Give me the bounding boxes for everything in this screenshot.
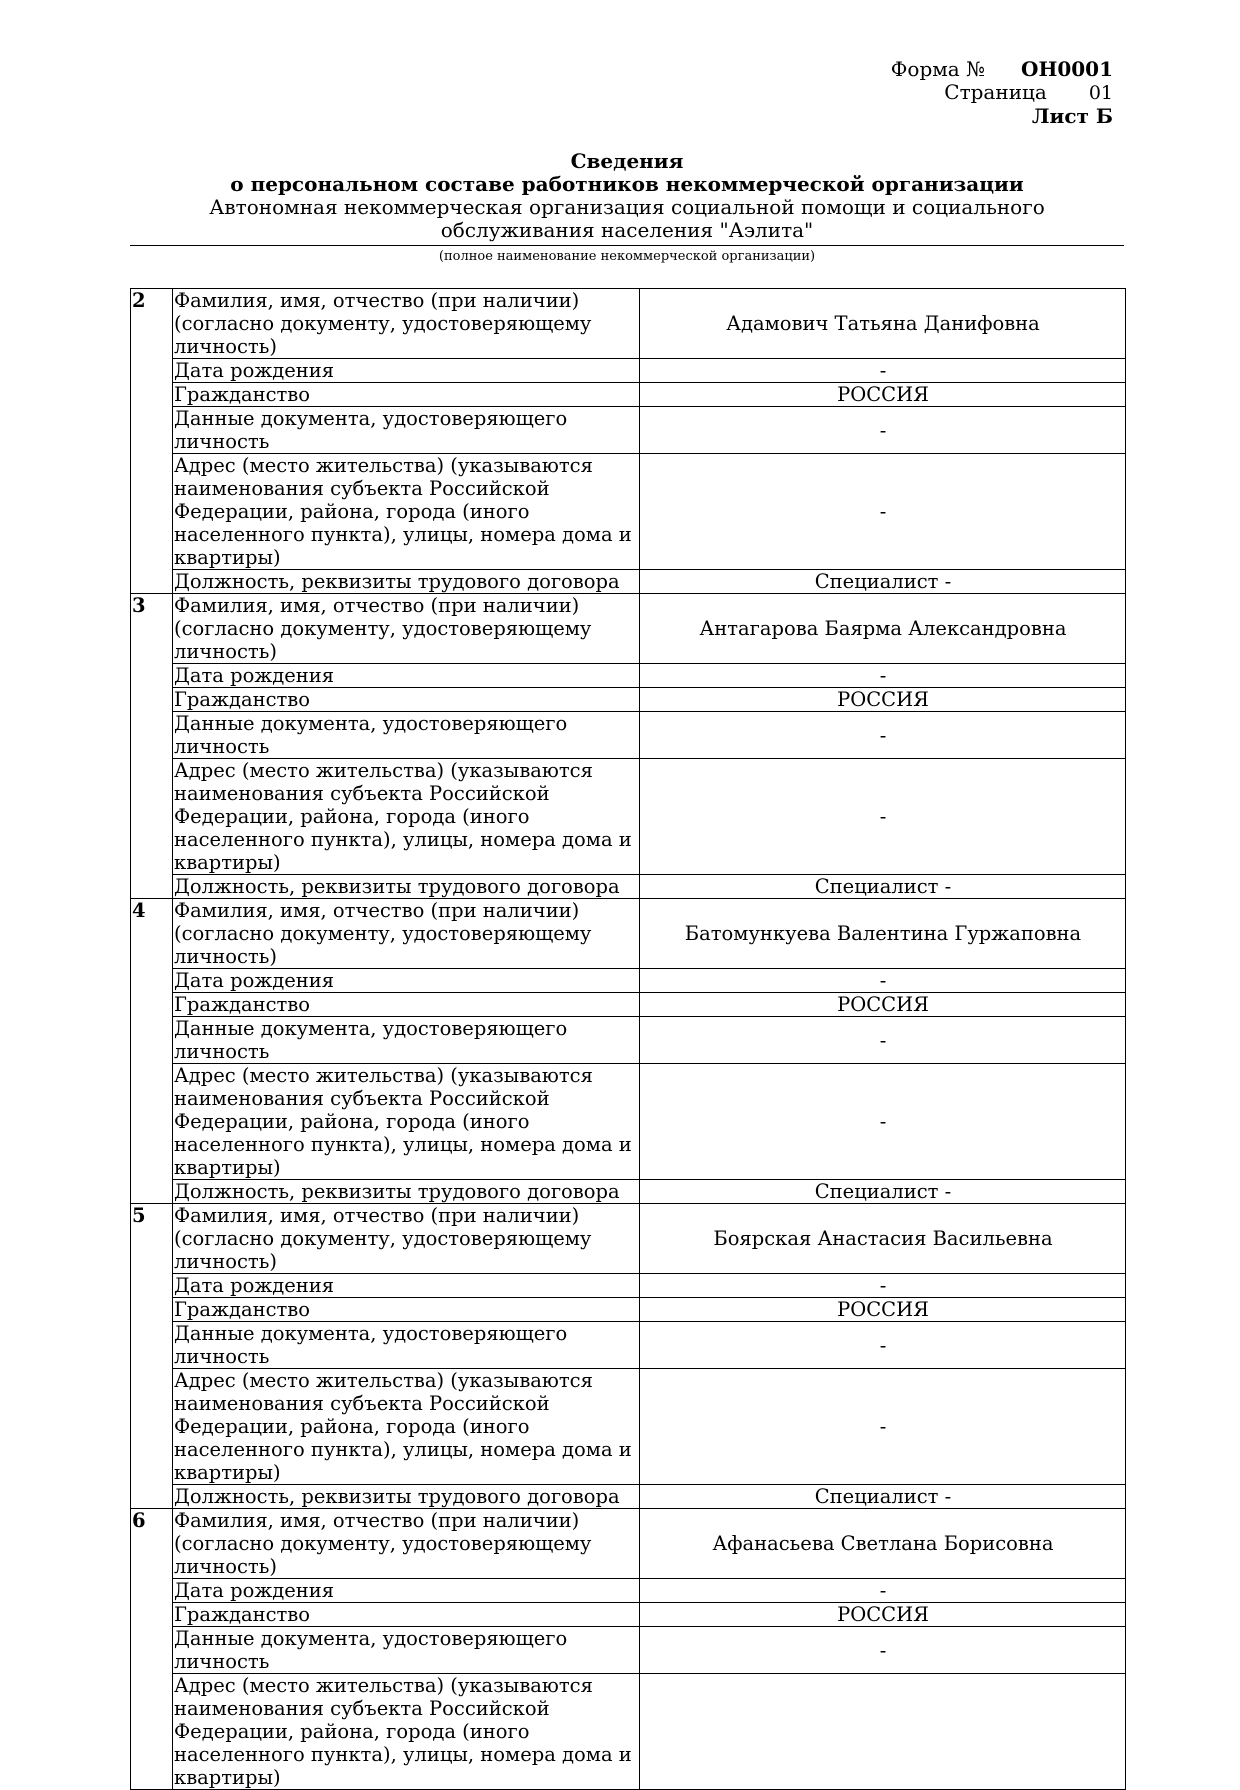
person-5-row-address [131, 1369, 1126, 1485]
field-value-citizenship: РОССИЯ [640, 1298, 1126, 1322]
person-4-row-id_doc [131, 1017, 1126, 1064]
person-4-row-fio [131, 899, 1126, 969]
person-5-row-birth [131, 1274, 1126, 1298]
organization-underline [130, 245, 1124, 246]
field-value-address: - [640, 454, 1126, 570]
form-number-row [891, 58, 1113, 81]
field-value-fio: Боярская Анастасия Васильевна [640, 1204, 1126, 1274]
person-5-row-fio [131, 1204, 1126, 1274]
person-6-row-fio [131, 1509, 1126, 1579]
field-label-fio: Фамилия, имя, отчество (при наличии) (согласно документу, удостоверяющему личность) [173, 899, 640, 969]
personnel-table [130, 288, 1126, 1790]
field-label-address: Адрес (место жительства) (указываются наименования субъекта Российской Федерации, района, города (иного населенного пункта), улицы, номера дома и квартиры) [173, 1674, 640, 1790]
page-number: 01 [1088, 82, 1113, 104]
field-label-address: Адрес (место жительства) (указываются наименования субъекта Российской Федерации, района, города (иного населенного пункта), улицы, номера дома и квартиры) [173, 454, 640, 570]
person-4-row-citizenship [131, 993, 1126, 1017]
field-label-fio: Фамилия, имя, отчество (при наличии) (согласно документу, удостоверяющему личность) [173, 594, 640, 664]
field-value-birth: - [640, 1579, 1126, 1603]
field-value-address: - [640, 1369, 1126, 1485]
person-4-row-position [131, 1180, 1126, 1204]
person-4-row-birth [131, 969, 1126, 993]
field-label-position: Должность, реквизиты трудового договора [173, 570, 640, 594]
person-number: 2 [131, 289, 173, 594]
person-2-row-fio [131, 289, 1126, 359]
field-value-id_doc: - [640, 1322, 1126, 1369]
organization-name: Автономная некоммерческая организация социальной помощи и социального обслуживания населения "Аэлита" [209, 195, 1045, 242]
field-label-citizenship: Гражданство [173, 1603, 640, 1627]
field-label-id_doc: Данные документа, удостоверяющего личность [173, 1322, 640, 1369]
field-label-birth: Дата рождения [173, 664, 640, 688]
page-label: Страница [944, 80, 1047, 104]
field-value-address: - [640, 759, 1126, 875]
field-label-fio: Фамилия, имя, отчество (при наличии) (согласно документу, удостоверяющему личность) [173, 289, 640, 359]
person-6-row-birth [131, 1579, 1126, 1603]
field-value-id_doc: - [640, 1627, 1126, 1674]
title-line-1: Сведения [570, 149, 684, 173]
document-title [130, 150, 1124, 242]
field-value-fio: Адамович Татьяна Данифовна [640, 289, 1126, 359]
field-value-id_doc: - [640, 712, 1126, 759]
field-label-birth: Дата рождения [173, 969, 640, 993]
field-value-citizenship: РОССИЯ [640, 1603, 1126, 1627]
form-header [891, 58, 1113, 128]
person-number: 5 [131, 1204, 173, 1509]
field-label-id_doc: Данные документа, удостоверяющего личность [173, 407, 640, 454]
field-label-birth: Дата рождения [173, 359, 640, 383]
title-line-2: о персональном составе работников некоммерческой организации [230, 172, 1024, 196]
field-label-position: Должность, реквизиты трудового договора [173, 1180, 640, 1204]
person-3-row-birth [131, 664, 1126, 688]
person-number: 6 [131, 1509, 173, 1790]
person-2-row-birth [131, 359, 1126, 383]
field-value-birth: - [640, 359, 1126, 383]
person-5-row-position [131, 1485, 1126, 1509]
field-value-position: Специалист - [640, 1485, 1126, 1509]
field-value-birth: - [640, 969, 1126, 993]
page-row [891, 81, 1113, 105]
field-value-position: Специалист - [640, 1180, 1126, 1204]
field-label-birth: Дата рождения [173, 1579, 640, 1603]
person-2-row-id_doc [131, 407, 1126, 454]
person-2-row-citizenship [131, 383, 1126, 407]
organization-caption: (полное наименование некоммерческой организации) [438, 249, 816, 264]
personnel-table-body [131, 289, 1126, 1790]
field-value-citizenship: РОССИЯ [640, 688, 1126, 712]
field-value-address [640, 1674, 1126, 1790]
field-label-birth: Дата рождения [173, 1274, 640, 1298]
form-label: Форма № [890, 57, 986, 81]
person-6-row-address [131, 1674, 1126, 1790]
person-5-row-id_doc [131, 1322, 1126, 1369]
field-label-address: Адрес (место жительства) (указываются наименования субъекта Российской Федерации, района, города (иного населенного пункта), улицы, номера дома и квартиры) [173, 759, 640, 875]
field-label-fio: Фамилия, имя, отчество (при наличии) (согласно документу, удостоверяющему личность) [173, 1204, 640, 1274]
field-label-citizenship: Гражданство [173, 1298, 640, 1322]
person-2-row-address [131, 454, 1126, 570]
field-value-birth: - [640, 664, 1126, 688]
field-label-fio: Фамилия, имя, отчество (при наличии) (согласно документу, удостоверяющему личность) [173, 1509, 640, 1579]
person-2-row-position [131, 570, 1126, 594]
person-3-row-id_doc [131, 712, 1126, 759]
field-value-fio: Батомункуева Валентина Гуржаповна [640, 899, 1126, 969]
field-label-id_doc: Данные документа, удостоверяющего личность [173, 1017, 640, 1064]
field-value-birth: - [640, 1274, 1126, 1298]
field-label-citizenship: Гражданство [173, 383, 640, 407]
field-value-id_doc: - [640, 407, 1126, 454]
person-number: 4 [131, 899, 173, 1204]
person-5-row-citizenship [131, 1298, 1126, 1322]
field-label-address: Адрес (место жительства) (указываются наименования субъекта Российской Федерации, района, города (иного населенного пункта), улицы, номера дома и квартиры) [173, 1064, 640, 1180]
field-value-citizenship: РОССИЯ [640, 993, 1126, 1017]
field-label-id_doc: Данные документа, удостоверяющего личность [173, 712, 640, 759]
person-3-row-address [131, 759, 1126, 875]
field-value-id_doc: - [640, 1017, 1126, 1064]
person-6-row-citizenship [131, 1603, 1126, 1627]
field-value-fio: Афанасьева Светлана Борисовна [640, 1509, 1126, 1579]
field-value-citizenship: РОССИЯ [640, 383, 1126, 407]
person-3-row-fio [131, 594, 1126, 664]
person-3-row-position [131, 875, 1126, 899]
field-value-fio: Антагарова Баярма Александровна [640, 594, 1126, 664]
field-label-address: Адрес (место жительства) (указываются наименования субъекта Российской Федерации, района, города (иного населенного пункта), улицы, номера дома и квартиры) [173, 1369, 640, 1485]
form-code: ОН0001 [1021, 57, 1113, 81]
person-3-row-citizenship [131, 688, 1126, 712]
field-label-position: Должность, реквизиты трудового договора [173, 1485, 640, 1509]
sheet-label: Лист Б [1031, 104, 1113, 128]
field-label-citizenship: Гражданство [173, 688, 640, 712]
field-value-position: Специалист - [640, 570, 1126, 594]
person-4-row-address [131, 1064, 1126, 1180]
field-value-address: - [640, 1064, 1126, 1180]
field-value-position: Специалист - [640, 875, 1126, 899]
person-6-row-id_doc [131, 1627, 1126, 1674]
field-label-id_doc: Данные документа, удостоверяющего личность [173, 1627, 640, 1674]
field-label-citizenship: Гражданство [173, 993, 640, 1017]
person-number: 3 [131, 594, 173, 899]
field-label-position: Должность, реквизиты трудового договора [173, 875, 640, 899]
